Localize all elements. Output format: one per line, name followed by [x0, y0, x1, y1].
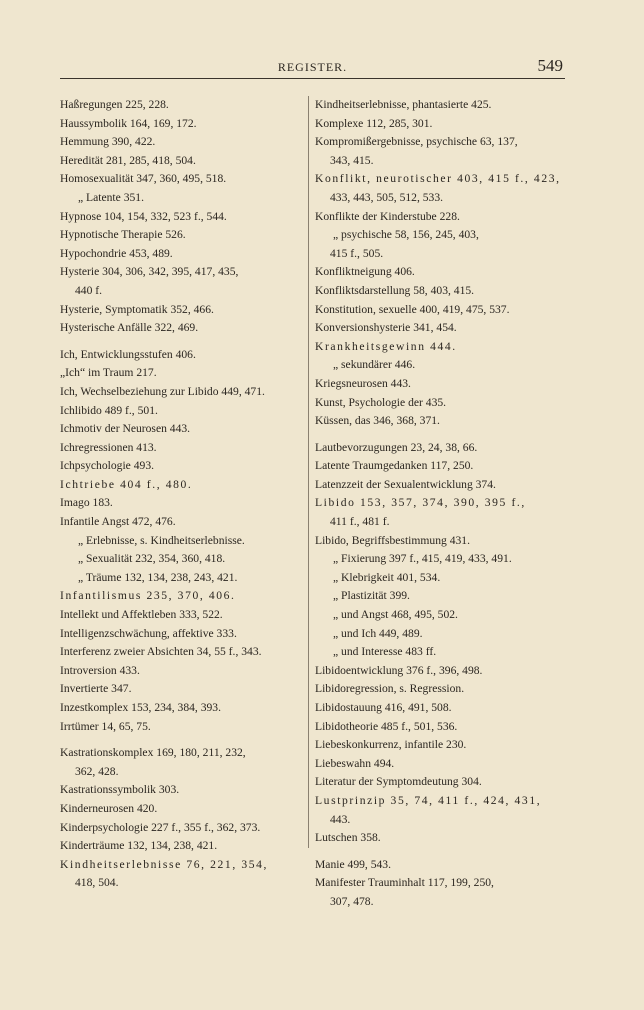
- index-entry: Latente Traumgedanken 117, 250.: [315, 459, 474, 473]
- index-entry: Haßregungen 225, 228.: [60, 98, 169, 111]
- index-entry: Libido 153, 357, 374, 390, 395 f.,: [315, 496, 526, 510]
- index-entry: Konflikte der Kinderstube 228.: [315, 209, 460, 223]
- index-entry: Intelligenzschwächung, affektive 333.: [60, 626, 237, 640]
- index-subentry: „ Latente 351.: [78, 190, 144, 204]
- index-entry: Konfliktneigung 406.: [315, 265, 415, 279]
- index-entry: Manifester Trauminhalt 117, 199, 250,: [315, 876, 494, 890]
- index-entry: Kastrationskomplex 169, 180, 211, 232,: [60, 746, 246, 760]
- index-entry: Invertierte 347.: [60, 682, 132, 696]
- index-entry: Lutschen 358.: [315, 831, 381, 845]
- index-subentry: „ Träume 132, 134, 238, 243, 421.: [78, 570, 238, 584]
- page-header: [60, 56, 565, 78]
- index-entry: Homosexualität 347, 360, 495, 518.: [60, 172, 227, 186]
- index-entry: Libidoregression, s. Regression.: [315, 682, 465, 696]
- index-entry: Kompromißergebnisse, psychische 63, 137,: [315, 135, 518, 149]
- index-subentry: „ sekundärer 446.: [333, 358, 416, 372]
- index-entry-continuation: 440 f.: [75, 283, 103, 297]
- index-entry: Konstitution, sexuelle 400, 419, 475, 537.: [315, 302, 510, 316]
- index-subentry: „ Klebrigkeit 401, 534.: [333, 570, 441, 584]
- header-rule: [60, 78, 565, 79]
- index-entry: Hysterie, Symptomatik 352, 466.: [60, 302, 214, 316]
- index-entry: Kunst, Psychologie der 435.: [315, 395, 447, 409]
- index-entry-continuation: 433, 443, 505, 512, 533.: [330, 190, 444, 204]
- index-entry: Hypnose 104, 154, 332, 523 f., 544.: [60, 209, 227, 223]
- index-entry: Literatur der Symptomdeutung 304.: [315, 775, 482, 789]
- section-gap: [315, 431, 568, 439]
- index-entry: Krankheitsgewinn 444.: [315, 339, 457, 353]
- index-entry: Ichlibido 489 f., 501.: [60, 403, 158, 417]
- index-entry-continuation: 362, 428.: [75, 764, 119, 778]
- index-entry: Lustprinzip 35, 74, 411 f., 424, 431,: [315, 793, 542, 807]
- index-entry: Manie 499, 543.: [315, 857, 391, 871]
- index-subentry: „ Sexualität 232, 354, 360, 418.: [78, 552, 226, 566]
- index-entry: Ichpsychologie 493.: [60, 459, 155, 473]
- section-gap: [60, 338, 304, 346]
- index-subentry: „ und Interesse 483 ff.: [333, 645, 437, 659]
- index-entry-continuation: 415 f., 505.: [330, 246, 384, 260]
- index-entry: Komplexe 112, 285, 301.: [315, 116, 433, 130]
- index-entry: „Ich“ im Traum 217.: [60, 366, 157, 380]
- index-entry-continuation: 443.: [330, 812, 351, 826]
- index-entry-continuation: 343, 415.: [330, 153, 374, 167]
- index-entry: Küssen, das 346, 368, 371.: [315, 414, 440, 428]
- index-entry: Konversionshysterie 341, 454.: [315, 321, 457, 335]
- index-entry: Ichregressionen 413.: [60, 440, 157, 454]
- index-entry: Ichmotiv der Neurosen 443.: [60, 422, 191, 436]
- index-entry: Ich, Entwicklungsstufen 406.: [60, 347, 196, 361]
- index-entry: Hypochondrie 453, 489.: [60, 246, 173, 260]
- index-entry: Interferenz zweier Absichten 34, 55 f., 343.: [60, 645, 262, 659]
- index-entry: Hypnotische Therapie 526.: [60, 228, 186, 242]
- index-entry: Imago 183.: [60, 496, 113, 510]
- index-entry: Latenzzeit der Sexualentwicklung 374.: [315, 477, 496, 491]
- index-entry: Konflikt, neurotischer 403, 415 f., 423,: [315, 172, 561, 186]
- section-gap: [315, 848, 568, 856]
- index-entry: Infantilismus 235, 370, 406.: [60, 589, 236, 603]
- index-entry: Libido, Begriffsbestimmung 431.: [315, 533, 471, 547]
- index-entry: Hysterische Anfälle 322, 469.: [60, 321, 199, 335]
- index-subentry: „ Erlebnisse, s. Kindheitserlebnisse.: [78, 533, 245, 547]
- index-entry: Ichtriebe 404 f., 480.: [60, 477, 193, 491]
- index-subentry: „ Plastizität 399.: [333, 589, 410, 603]
- running-title: REGISTER.: [277, 60, 348, 74]
- index-entry: Kindheitserlebnisse, phantasierte 425.: [315, 98, 492, 111]
- index-entry: Kastrationssymbolik 303.: [60, 783, 180, 797]
- index-entry: Libidostauung 416, 491, 508.: [315, 701, 452, 714]
- index-entry: Infantile Angst 472, 476.: [60, 515, 176, 529]
- index-entry: Kinderpsychologie 227 f., 355 f., 362, 373.: [60, 820, 261, 834]
- index-entry-continuation: 418, 504.: [75, 876, 119, 890]
- section-gap: [60, 736, 304, 744]
- index-entry: Kindheitserlebnisse 76, 221, 354,: [60, 857, 269, 871]
- index-entry: Inzestkomplex 153, 234, 384, 393.: [60, 701, 222, 714]
- index-entry: Haussymbolik 164, 169, 172.: [60, 116, 197, 130]
- index-entry-continuation: 411 f., 481 f.: [330, 515, 390, 529]
- index-column-left: [60, 96, 304, 893]
- index-subentry: „ und Angst 468, 495, 502.: [333, 608, 458, 622]
- index-entry: Kriegsneurosen 443.: [315, 376, 411, 390]
- index-entry: Ich, Wechselbeziehung zur Libido 449, 471.: [60, 384, 265, 398]
- index-subentry: „ Fixierung 397 f., 415, 419, 433, 491.: [333, 552, 512, 566]
- index-entry: Liebeskonkurrenz, infantile 230.: [315, 738, 467, 752]
- index-entry: Hysterie 304, 306, 342, 395, 417, 435,: [60, 265, 239, 279]
- index-entry: Irrtümer 14, 65, 75.: [60, 719, 151, 733]
- index-entry: Libidotheorie 485 f., 501, 536.: [315, 719, 458, 733]
- index-entry: Introversion 433.: [60, 663, 140, 677]
- column-divider: [308, 96, 309, 848]
- index-entry: Intellekt und Affektleben 333, 522.: [60, 608, 223, 622]
- index-entry: Liebeswahn 494.: [315, 756, 395, 770]
- index-entry: Kinderträume 132, 134, 238, 421.: [60, 839, 218, 853]
- index-entry: Hemmung 390, 422.: [60, 135, 156, 149]
- index-entry: Heredität 281, 285, 418, 504.: [60, 153, 196, 167]
- index-subentry: „ und Ich 449, 489.: [333, 626, 423, 640]
- index-entry: Kinderneurosen 420.: [60, 801, 158, 815]
- index-column-right: [315, 96, 568, 912]
- index-entry: Konfliktsdarstellung 58, 403, 415.: [315, 283, 475, 297]
- index-entry: Libidoentwicklung 376 f., 396, 498.: [315, 663, 483, 677]
- index-subentry: „ psychische 58, 156, 245, 403,: [333, 228, 479, 242]
- page-number: 549: [537, 56, 563, 75]
- index-entry-continuation: 307, 478.: [330, 894, 374, 908]
- index-entry: Lautbevorzugungen 23, 24, 38, 66.: [315, 440, 478, 454]
